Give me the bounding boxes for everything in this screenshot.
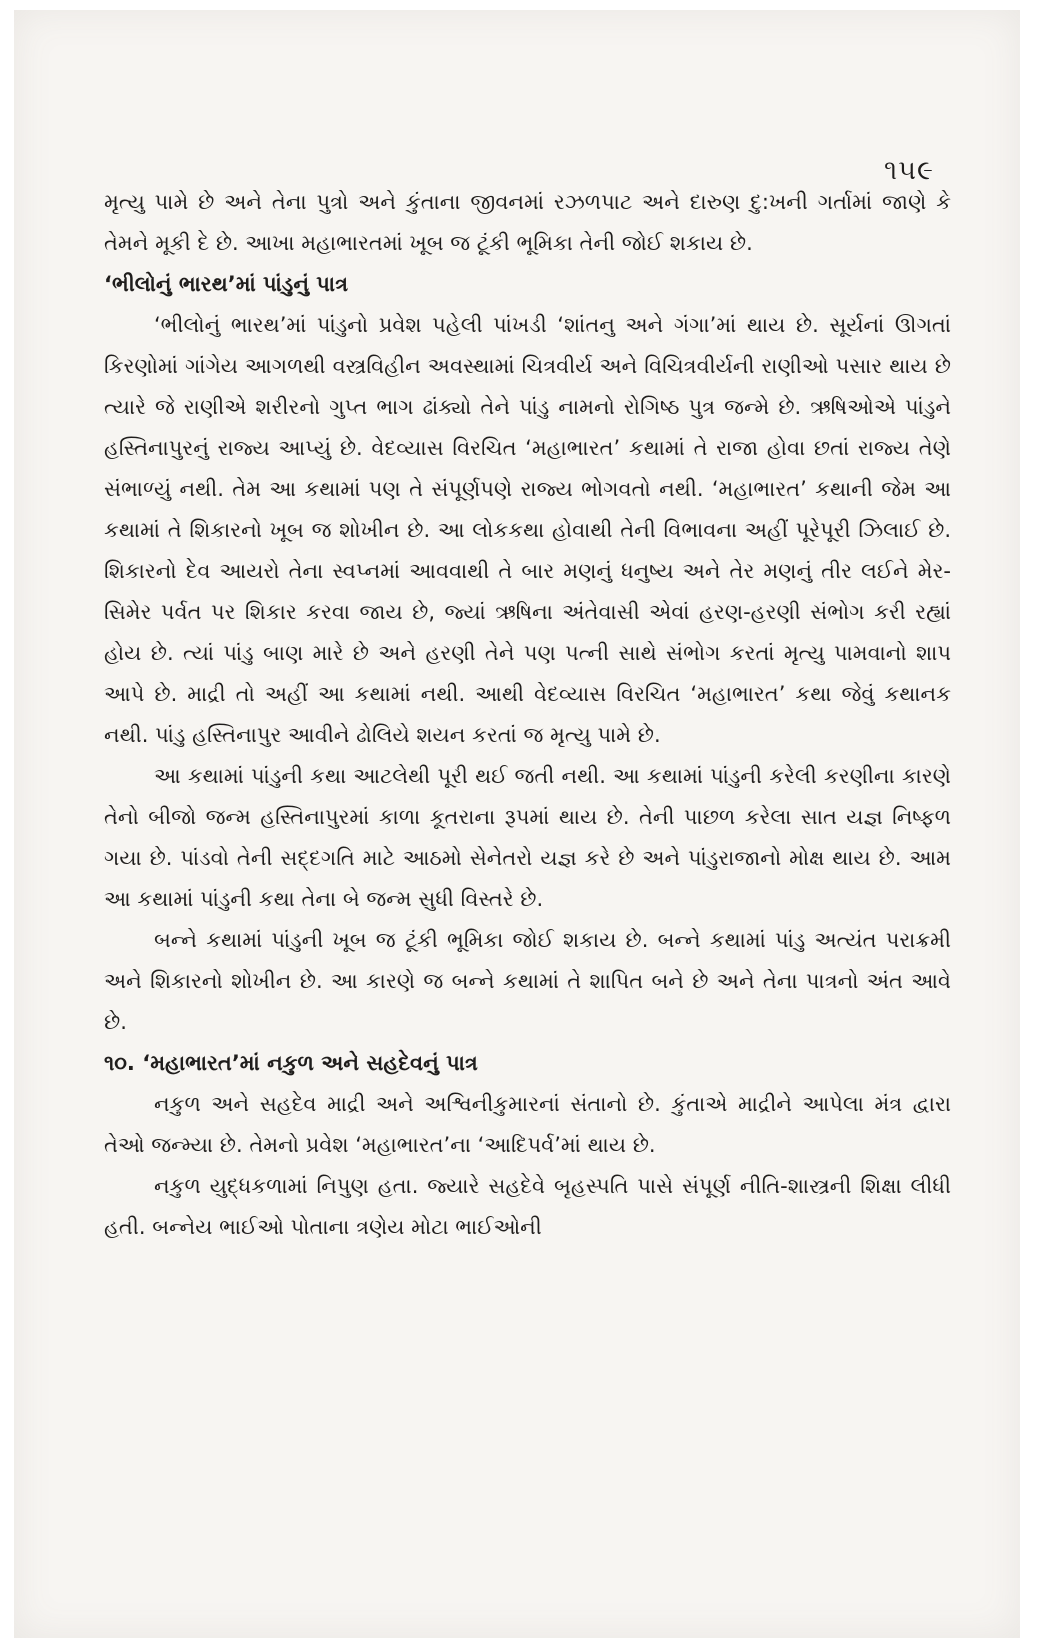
paragraph-4: બન્ને કથામાં પાંડુની ખૂબ જ ટૂંકી ભૂમિકા જોઈ શકાય છે. બન્ને કથામાં પાંડુ અત્યંત પરાક્રમી અને શિકારનો શોખીન છે. આ કારણે જ બન્ને કથામાં તે શાપિત બને છે અને તેના પાત્રનો અંત આવે છે. xyxy=(104,928,951,1034)
paragraph-5: નકુળ અને સહદેવ માદ્રી અને અશ્વિનીકુમારનાં સંતાનો છે. કુંતાએ માદ્રીને આપેલા મંત્ર દ્વારા તેઓ જન્મ્યા છે. તેમનો પ્રવેશ ‘મહાભારત’ના ‘આદિપર્વ’માં થાય છે. xyxy=(104,1092,951,1157)
page-number: ૧૫૯ xyxy=(884,155,934,186)
paragraph-2: ‘ભીલોનું ભારથ’માં પાંડુનો પ્રવેશ પહેલી પાંખડી ‘શાંતનુ અને ગંગા’માં થાય છે. સૂર્યનાં ઊગતાં કિરણોમાં ગાંગેય આગળથી વસ્ત્રવિહીન અવસ્થામાં ચિત્રવીર્ય અને વિચિત્રવીર્યની રાણીઓ પસાર થાય છે ત્યારે જે રાણીએ શરીરનો ગુપ્ત ભાગ ઢાંક્યો તેને પાંડુ નામનો રોગિષ્ઠ પુત્ર જન્મે છે. ઋષિઓએ પાંડુને હસ્તિનાપુરનું રાજ્ય આપ્યું છે. વેદવ્યાસ વિરચિત ‘મહાભારત’ કથામાં તે રાજા હોવા છતાં રાજ્ય તેણે સંભાળ્યું નથી. તેમ આ કથામાં પણ તે સંપૂર્ણપણે રાજ્ય ભોગવતો નથી. ‘મહાભારત’ કથાની જેમ આ કથામાં તે શિકારનો ખૂબ જ શોખીન છે. આ લોકકથા હોવાથી તેની વિભાવના અહીં પૂરેપૂરી ઝિલાઈ છે. શિકારનો દેવ આયરો તેના સ્વપ્નમાં આવવાથી તે બાર મણનું ધનુષ્ય અને તેર મણનું તીર લઈને મેર-સિમેર પર્વત પર શિકાર કરવા જાય છે, જ્યાં ઋષિના અંતેવાસી એવાં હરણ-હરણી સંભોગ કરી રહ્યાં હોય છે. ત્યાં પાંડુ બાણ મારે છે અને હરણી તેને પણ પત્ની સાથે સંભોગ કરતાં મૃત્યુ પામવાનો શાપ આપે છે. માદ્રી તો અહીં આ કથામાં નથી. આથી વેદવ્યાસ વિરચિત ‘મહાભારત’ કથા જેવું કથાનક નથી. પાંડુ હસ્તિનાપુર આવીને ઢોલિયે શયન કરતાં જ મૃત્યુ પામે છે. xyxy=(104,313,951,747)
section-heading-nakul-sahdev: ૧૦. ‘મહાભારત’માં નકુળ અને સહદેવનું પાત્ર xyxy=(104,1051,478,1075)
paragraph-1: મૃત્યુ પામે છે અને તેના પુત્રો અને કુંતાના જીવનમાં રઝળપાટ અને દારુણ દુ:ખની ગર્તામાં જાણે કે તેમને મૂકી દે છે. આખા મહાભારતમાં ખૂબ જ ટૂંકી ભૂમિકા તેની જોઈ શકાય છે. xyxy=(104,190,951,255)
paragraph-3: આ કથામાં પાંડુની કથા આટલેથી પૂરી થઈ જતી નથી. આ કથામાં પાંડુની કરેલી કરણીના કારણે તેનો બીજો જન્મ હસ્તિનાપુરમાં કાળા કૂતરાના રૂપમાં થાય છે. તેની પાછળ કરેલા સાત યજ્ઞ નિષ્ફળ ગયા છે. પાંડવો તેની સદ્દગતિ માટે આઠમો સેનેતરો યજ્ઞ કરે છે અને પાંડુરાજાનો મોક્ષ થાય છે. આમ આ કથામાં પાંડુની કથા તેના બે જન્મ સુધી વિસ્તરે છે. xyxy=(104,764,951,911)
body-text xyxy=(104,182,951,1248)
paragraph-6: નકુળ યુદ્ધકળામાં નિપુણ હતા. જ્યારે સહદેવે બૃહસ્પતિ પાસે સંપૂર્ણ નીતિ-શાસ્ત્રની શિક્ષા લીધી હતી. બન્નેય ભાઈઓ પોતાના ત્રણેય મોટા ભાઈઓની xyxy=(104,1174,951,1239)
book-page xyxy=(14,10,1020,1638)
section-heading-bhilonu-bharath: ‘ભીલોનું ભારથ’માં પાંડુનું પાત્ર xyxy=(104,272,348,296)
